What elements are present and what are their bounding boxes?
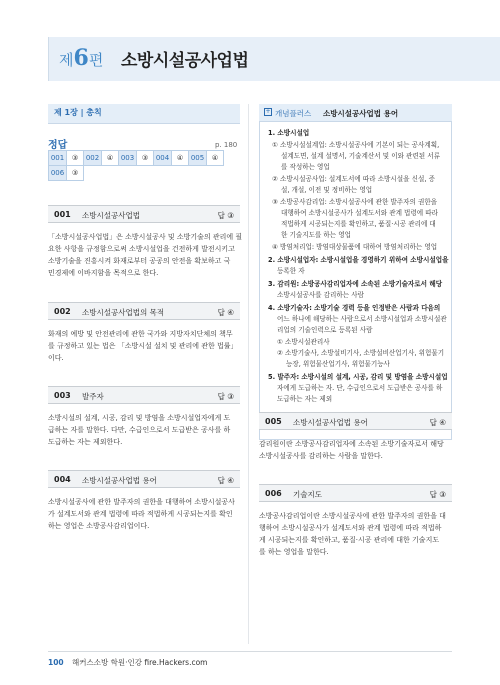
concept-line: 3. 감리원: 소방공사감리업자에 소속된 소방기술자로서 해당 <box>268 280 443 288</box>
question-number: 006 <box>265 489 282 498</box>
concept-line: 1. 소방시설업 <box>268 129 310 137</box>
question-answer: 답 ④ <box>217 308 234 317</box>
explanation-002 <box>48 328 243 364</box>
text-line: 가 설계도서와 관계 법령에 따라 적법하게 시공되는지를 확인 <box>48 510 233 518</box>
answer-num: 006 <box>49 166 67 181</box>
answer-val: ④ <box>102 151 119 166</box>
part-number <box>59 45 103 71</box>
answer-val: ③ <box>67 151 84 166</box>
concept-line: 리업의 기술인력으로 등록된 사람 <box>277 326 373 334</box>
text-line: 「소방시설공사업법」은 소방시설공사 및 소방기술의 관리에 필 <box>48 233 243 241</box>
question-answer: 답 ④ <box>429 418 446 427</box>
question-answer: 답 ④ <box>217 476 234 485</box>
chapter-label: 제 1장 | 총칙 <box>54 108 102 117</box>
page-number: 100 <box>48 658 64 667</box>
concept-line: 등록한 자 <box>277 267 305 275</box>
part-header <box>48 37 500 81</box>
text-line: 하는 영업은 소방공사감리업이다. <box>48 522 150 530</box>
question-title: 소방시설공사업법 용어 <box>82 476 157 485</box>
concept-line: 설계도면, 설계 설명서, 기술계산서 및 이와 관련된 서류 <box>281 152 440 160</box>
answer-val: ③ <box>67 166 84 181</box>
question-title: 소방시설공사업법 <box>82 211 140 220</box>
question-answer: 답 ③ <box>217 211 234 220</box>
explanation-005 <box>259 438 455 462</box>
concept-line: ① 소방시설관리사 <box>277 338 330 346</box>
concept-line: 자에게 도급하는 자. 단, 수급인으로서 도급받은 공사를 하 <box>277 384 443 392</box>
question-number: 004 <box>54 475 71 484</box>
part-suffix: 편 <box>88 51 104 69</box>
question-title: 소방시설공사업법의 목적 <box>82 308 165 317</box>
explanation-004 <box>48 496 243 532</box>
footer-text: 해커스소방 학원·인강 fire.Hackers.com <box>72 658 208 667</box>
footer-rule <box>48 651 452 652</box>
part-title: 소방시설공사업법 <box>121 51 249 71</box>
concept-line: 능장, 위험물산업기사, 위험물기능사 <box>286 360 390 368</box>
text-line: 화재의 예방 및 안전관리에 관한 국가와 지방자치단체의 책무 <box>48 330 233 338</box>
page-reference: p. 180 <box>215 141 238 149</box>
concept-line: 설, 개설, 이전 및 정비하는 영업 <box>281 186 373 194</box>
footer <box>48 657 208 668</box>
header-band <box>0 0 500 85</box>
answer-val: ④ <box>172 151 189 166</box>
column-divider <box>248 104 249 644</box>
text-line: 소방시설공사에 관한 발주자의 권한을 대행하여 소방시설공사 <box>48 498 235 506</box>
answer-val: ③ <box>137 151 154 166</box>
concept-line: 어느 하나에 해당하는 사람으로서 소방시설업과 소방시설관 <box>277 315 447 323</box>
text-line: 요한 사항을 규정함으로써 소방시설업을 건전하게 발전시키고 <box>48 245 235 253</box>
answer-num: 001 <box>49 151 67 166</box>
answer-num: 005 <box>189 151 207 166</box>
concept-plus-label: 개념플러스 <box>275 109 312 118</box>
text-line: 소방시설의 설계, 시공, 감리 및 방염을 소방시설업자에게 도 <box>48 414 231 422</box>
question-header-003 <box>48 386 240 404</box>
concept-plus-header <box>259 104 452 122</box>
question-title: 기술지도 <box>293 490 322 499</box>
concept-line: ② 소방시설공사업: 설계도서에 따라 소방시설을 신설, 증 <box>272 175 435 183</box>
concept-line: ③ 소방공사감리업: 소방시설공사에 관한 발주자의 권한을 <box>272 198 438 206</box>
concept-line: 5. 발주자: 소방시설의 설계, 시공, 감리 및 방염을 소방시설업 <box>268 373 448 381</box>
concept-plus-body <box>259 122 452 440</box>
concept-line: ① 소방시설설계업: 소방시설공사에 기본이 되는 공사계획, <box>272 141 440 149</box>
concept-line: 를 작성하는 영업 <box>281 163 330 171</box>
concept-line: 대행하여 소방시설공사가 설계도서와 관계 법령에 따라 <box>281 209 438 217</box>
question-title: 발주자 <box>82 392 104 401</box>
question-answer: 답 ③ <box>217 392 234 401</box>
answers-label: 정답 <box>48 140 68 151</box>
answer-num: 003 <box>119 151 137 166</box>
text-line: 도급하는 자는 제외한다. <box>48 438 123 446</box>
question-title: 소방시설공사업법 용어 <box>293 418 368 427</box>
text-line: 감리원이란 소방공사감리업자에 소속된 소방기술자로서 해당 <box>259 440 444 448</box>
answer-row <box>49 151 224 166</box>
part-prefix: 제 <box>59 51 74 69</box>
text-line: 게 시공되는지를 확인하고, 품질·시공 관리에 대한 기술지도 <box>259 536 440 544</box>
answer-table <box>48 150 224 181</box>
answer-num: 004 <box>154 151 172 166</box>
text-line: 급하는 자를 말한다. 다만, 수급인으로서 도급받은 공사를 하 <box>48 426 231 434</box>
text-line: 행하여 소방시설공사가 설계도서와 관계 법령에 따라 적법하 <box>259 524 442 532</box>
question-answer: 답 ③ <box>429 490 446 499</box>
explanation-003 <box>48 412 243 448</box>
chapter-bar <box>48 104 240 124</box>
answer-num: 002 <box>84 151 102 166</box>
part-number-digit: 6 <box>73 45 89 71</box>
concept-line: 2. 소방시설업자: 소방시설업을 경영하기 위하여 소방시설업을 <box>268 256 449 264</box>
question-header-004 <box>48 470 240 488</box>
text-line: 를 규정하고 있는 법은 「소방시설 설치 및 관리에 관한 법률」 <box>48 342 238 350</box>
concept-line: ② 소방기술사, 소방설비기사, 소방설비산업기사, 위험물기 <box>277 349 445 357</box>
answer-row <box>49 166 224 181</box>
question-number: 003 <box>54 391 71 400</box>
concept-line: 소방시설공사를 감리하는 사람 <box>277 291 364 299</box>
question-number: 002 <box>54 307 71 316</box>
concept-line: ④ 방염처리업: 방염대상물품에 대하여 방염처리하는 영업 <box>272 243 438 251</box>
concept-line: 도급하는 자는 제외 <box>277 395 333 403</box>
concept-line: 4. 소방기술자: 소방기술 경력 등을 인정받은 사람과 다음의 <box>268 304 441 312</box>
concept-line: 한 기술지도를 하는 영업 <box>281 231 351 239</box>
question-header-006 <box>259 484 452 502</box>
question-header-005 <box>259 412 452 430</box>
text-line: 소방기술을 진흥시켜 화재로부터 공공의 안전을 확보하고 국 <box>48 257 231 265</box>
answer-val: ④ <box>207 151 224 166</box>
plus-icon: + <box>265 108 271 115</box>
question-number: 005 <box>265 417 282 426</box>
question-number: 001 <box>54 210 71 219</box>
text-line: 소방시설공사를 감리하는 사람을 말한다. <box>259 452 383 460</box>
question-header-001 <box>48 205 240 223</box>
explanation-001 <box>48 231 243 279</box>
question-header-002 <box>48 302 240 320</box>
text-line: 민경제에 이바지함을 목적으로 한다. <box>48 269 159 277</box>
concept-line: 적법하게 시공되는지를 확인하고, 품질·시공 관리에 대 <box>281 220 436 228</box>
explanation-006 <box>259 510 455 558</box>
concept-plus-title: 소방시설공사업법 용어 <box>323 109 399 118</box>
text-line: 를 하는 영업을 말한다. <box>259 548 329 556</box>
text-line: 소방공사감리업이란 소방시설공사에 관한 발주자의 권한을 대 <box>259 512 446 520</box>
text-line: 이다. <box>48 354 64 362</box>
